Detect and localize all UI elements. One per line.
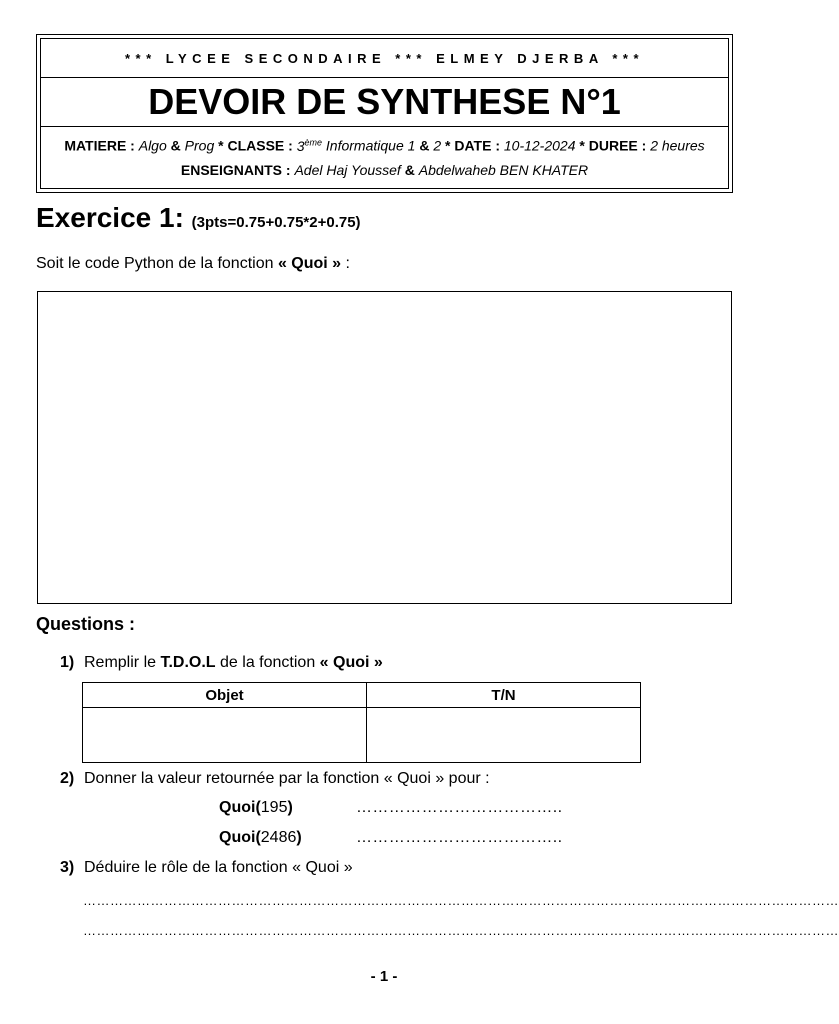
quoi-close: ) [287, 799, 293, 816]
tdol-header-row [83, 683, 641, 708]
classe-value: Informatique 1 [325, 137, 416, 154]
code-box [37, 291, 732, 604]
intro-prefix: Soit le code Python de la fonction [36, 255, 274, 272]
page-number: - 1 - [370, 968, 398, 985]
date-label: DATE : [454, 137, 500, 154]
answer-dots[interactable]: ……………………………….. [356, 799, 563, 816]
quoi-call-1-expr [219, 799, 293, 817]
tdol-cell-tn[interactable] [367, 708, 641, 763]
q1-function-name: « Quoi » [319, 654, 383, 671]
exercise-title [36, 202, 361, 234]
matiere-value: Algo [138, 137, 167, 154]
duree-label: DUREE : [588, 137, 647, 154]
question-1-number: 1) [60, 654, 75, 671]
teacher-2: Abdelwaheb BEN KHATER [418, 161, 589, 178]
matiere-value-2: Prog [184, 137, 215, 154]
classe-value-2: 2 [433, 137, 442, 154]
answer-line-1[interactable]: …………………………………………………………………………………………………………………………………………………… [83, 893, 839, 908]
duree-value: 2 heures [650, 137, 705, 154]
header-frame [36, 34, 733, 193]
exam-info-line-1 [41, 130, 728, 158]
question-2-text: Donner la valeur retournée par la fonction « Quoi » pour : [84, 770, 490, 787]
quoi-fn: Quoi( [219, 799, 261, 816]
questions-heading: Questions : [36, 614, 136, 634]
tdol-header-objet: Objet [83, 683, 367, 708]
separator: * [218, 137, 224, 154]
quoi-close: ) [296, 829, 302, 846]
separator: * [579, 137, 585, 154]
tdol-header-tn: T/N [367, 683, 641, 708]
question-3-text: Déduire le rôle de la fonction « Quoi » [84, 859, 353, 876]
header-inner-frame [40, 38, 729, 189]
exercise-intro [36, 255, 350, 273]
matiere-amp: & [170, 137, 181, 154]
classe-sup: ème [304, 137, 323, 147]
question-1-text [84, 654, 383, 672]
question-3-number: 3) [60, 859, 75, 876]
school-name: *** LYCEE SECONDAIRE *** ELMEY DJERBA *** [41, 39, 728, 78]
classe-label: CLASSE : [227, 137, 293, 154]
separator: * [445, 137, 451, 154]
exam-info-line-2 [41, 158, 728, 182]
tdol-empty-row [83, 708, 641, 763]
quoi-call-2-expr [219, 829, 302, 847]
quoi-arg: 2486 [260, 829, 297, 846]
quoi-fn: Quoi( [219, 829, 261, 846]
q1-tdol: T.D.O.L [160, 654, 216, 671]
quoi-arg: 195 [260, 799, 288, 816]
teacher-amp: & [404, 161, 415, 178]
exam-title: DEVOIR DE SYNTHESE N°1 [41, 78, 728, 127]
question-2-number: 2) [60, 770, 75, 787]
q1-middle: de la fonction [220, 654, 316, 671]
exercise-title-text: Exercice 1: [36, 202, 184, 233]
tdol-table [82, 682, 641, 763]
classe-amp: & [419, 137, 430, 154]
exam-info [41, 127, 728, 182]
matiere-label: MATIERE : [64, 137, 135, 154]
classe-num: 3ème [296, 137, 323, 154]
exercise-points: (3pts=0.75+0.75*2+0.75) [191, 214, 361, 231]
q1-prefix: Remplir le [84, 654, 157, 671]
teacher-1: Adel Haj Youssef [294, 161, 401, 178]
answer-dots[interactable]: ……………………………….. [356, 829, 563, 846]
enseignants-label: ENSEIGNANTS : [180, 161, 291, 178]
intro-suffix: : [345, 255, 350, 272]
date-value: 10-12-2024 [503, 137, 576, 154]
intro-function-name: « Quoi » [277, 255, 342, 272]
tdol-cell-objet[interactable] [83, 708, 367, 763]
answer-line-2[interactable]: …………………………………………………………………………………………………………………………………………………… [83, 923, 839, 938]
